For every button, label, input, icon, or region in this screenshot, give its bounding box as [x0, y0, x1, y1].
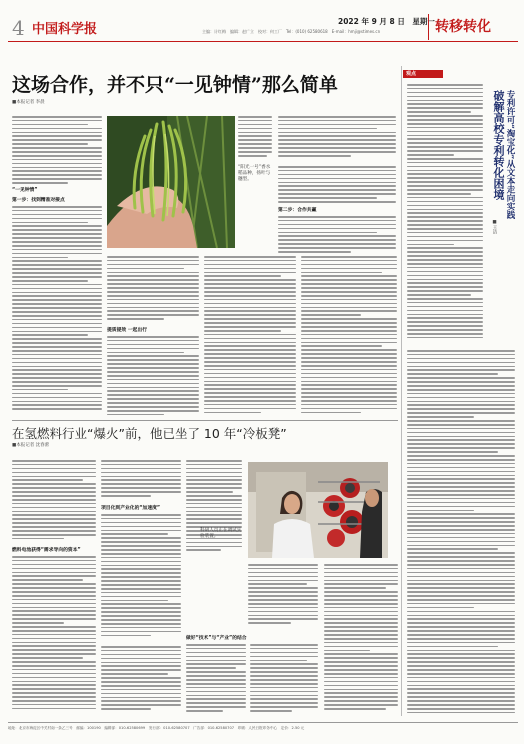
page-footer: 地址：北京市海淀区中关村南一条乙三号 邮编：100190 编辑部：010-62580699 发行部：010-62580707 广告部：010-62580707 印刷：人民日报印务中心 定价：2.50 元 [8, 722, 518, 731]
article2-col3-text-2 [186, 644, 246, 716]
article1-lower-col3 [301, 256, 397, 418]
article2-col3-text [186, 460, 242, 556]
article2-col2-text-3 [101, 646, 181, 716]
article1-subhead-2: 第一步：找到精准对接点 [12, 198, 65, 203]
article2-col1-text-2 [12, 556, 96, 716]
article2-col2-text [101, 460, 181, 500]
rice-photo-caption: “阳光一号”香水稻品种，扬叶与穗型。 [238, 165, 271, 182]
article2-headline: 在氢燃料行业“爆火”前，他已坐了 10 年“冷板凳” [12, 426, 287, 441]
issue-date: 2022 年 9 月 8 日 星期一 [338, 17, 435, 26]
lab-photo-caption: 科研人员正在调试实验装置。 [200, 528, 242, 539]
article-divider [12, 420, 398, 421]
article2-subhead-1: 燃料电池获得“需求导向的资本” [12, 548, 81, 553]
opinion-subtitle: 专利许可“淘宝化”从文本走向实践 [505, 90, 515, 219]
article1-subhead-3: 第二步：合作共赢 [278, 208, 317, 213]
opinion-text-top [407, 84, 483, 346]
article1-col5-text [278, 166, 396, 206]
opinion-author: ■王洁 [492, 220, 497, 234]
article2-col5-text [324, 564, 398, 716]
section-title: 转移转化 [428, 14, 518, 40]
article1-col1-text-2 [12, 206, 102, 418]
article2-col2-text-2 [101, 514, 181, 642]
staff-line: 主编：计红梅 编辑：赵广立 校对：何工厂 Tel：(010) 62580618 E-mail：hmji@stimes.cn [202, 29, 381, 34]
article1-col3-text [238, 116, 272, 162]
article1-subhead-4: 提质提效 一起出行 [107, 328, 148, 333]
sidebar-divider [401, 66, 402, 716]
article2-subhead-2: 项目化到产业化的“加速度” [101, 506, 161, 511]
article2-byline: ■本报记者 沈春蕾 [12, 443, 50, 448]
article2-col4-text [248, 564, 318, 626]
article1-lower-col1 [107, 256, 199, 322]
article2-col1-text [12, 460, 96, 542]
article1-subhead-1: “一见钟情” [12, 188, 38, 193]
article2-subhead-3: 做好“技术”与“产业”的结合 [186, 636, 247, 641]
rice-photo [107, 116, 235, 248]
article2-col4-text-2 [250, 644, 318, 716]
opinion-sidebar [403, 70, 517, 716]
article1-headline: 这场合作，并不只“一见钟情”那么简单 [12, 74, 338, 96]
opinion-tag: 观点 [403, 70, 443, 78]
article1-byline: ■本报记者 李晨 [12, 100, 45, 105]
page-number: 4 [12, 16, 25, 40]
lab-photo [248, 462, 388, 558]
masthead [8, 14, 518, 42]
newspaper-logo: 中国科学报 [32, 22, 98, 37]
article1-lower-col1b [107, 336, 199, 418]
article1-lower-col2 [204, 256, 296, 418]
opinion-text-bottom [407, 350, 515, 716]
article1-col4-text [278, 116, 396, 162]
opinion-title: 破解高校专利转化困境 [492, 90, 505, 200]
article1-col6-text [278, 216, 396, 256]
